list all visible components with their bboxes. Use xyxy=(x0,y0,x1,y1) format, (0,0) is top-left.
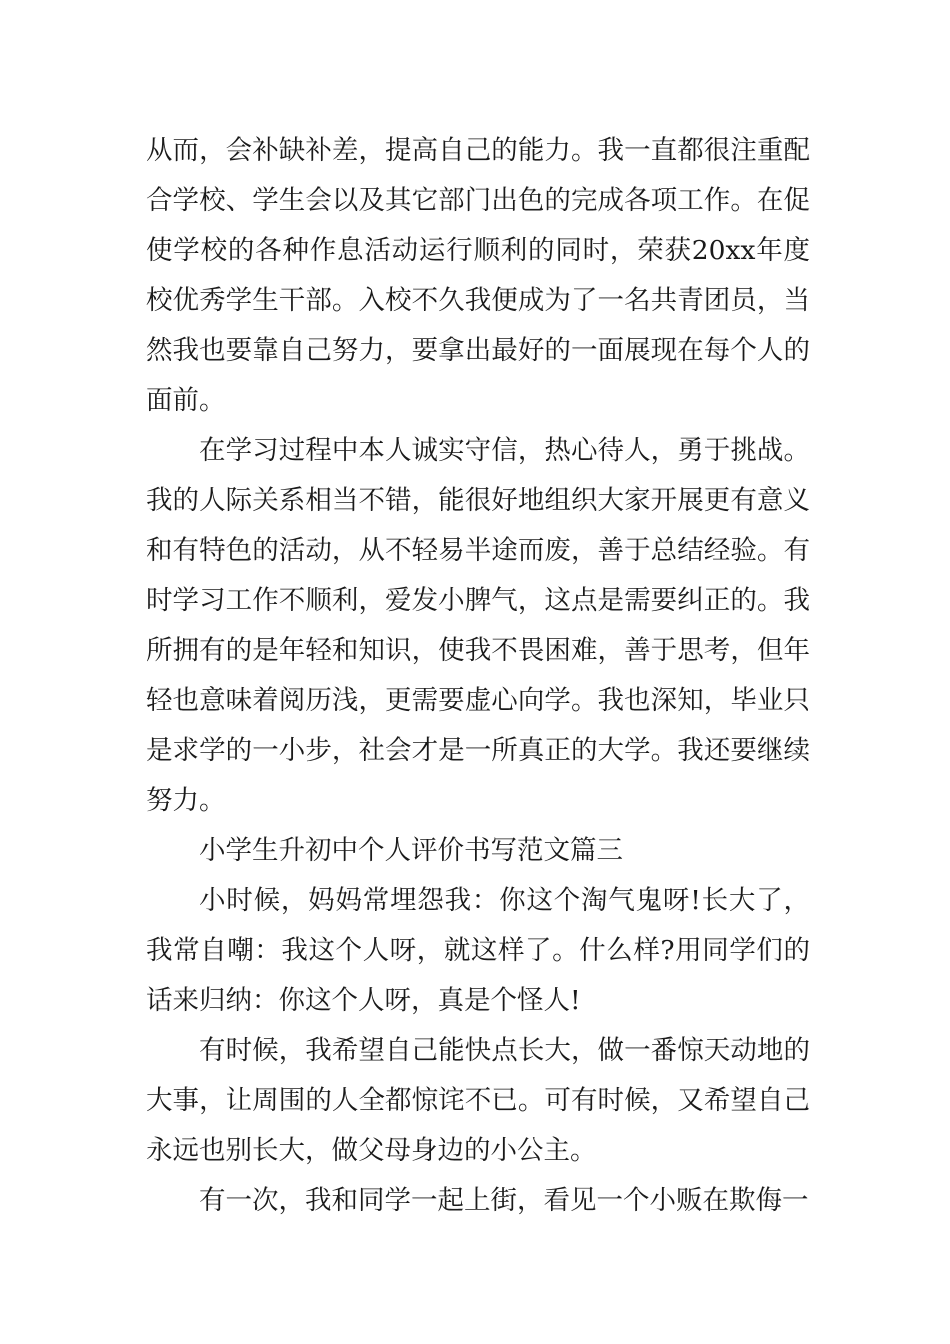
paragraph-story-start: 有一次，我和同学一起上街，看见一个小贩在欺侮一 xyxy=(199,1185,809,1216)
document-body xyxy=(146,126,810,1226)
section-heading: 小学生升初中个人评价书写范文篇三 xyxy=(199,835,623,866)
paragraph-childhood: 小时候，妈妈常埋怨我：你这个淘气鬼呀!长大了，我常自嘲：我这个人呀，就这样了。什么样?用同学们的话来归纳：你这个人呀，真是个怪人! xyxy=(146,885,810,1016)
paragraph-self-assessment: 在学习过程中本人诚实守信，热心待人，勇于挑战。我的人际关系相当不错，能很好地组织大家开展更有意义和有特色的活动，从不轻易半途而废，善于总结经验。有时学习工作不顺利，爱发小脾气，这点是需要纠正的。我所拥有的是年轻和知识，使我不畏困难，善于思考，但年轻也意味着阅历浅，更需要虚心向学。我也深知，毕业只是求学的一小步，社会才是一所真正的大学。我还要继续努力。 xyxy=(146,435,810,816)
paragraph-growing-up: 有时候，我希望自己能快点长大，做一番惊天动地的大事，让周围的人全都惊诧不已。可有时候，又希望自己永远也别长大，做父母身边的小公主。 xyxy=(146,1035,810,1166)
paragraph-continuation: 从而，会补缺补差，提高自己的能力。我一直都很注重配合学校、学生会以及其它部门出色的完成各项工作。在促使学校的各种作息活动运行顺利的同时，荣获20xx年度校优秀学生干部。入校不久我便成为了一名共青团员，当然我也要靠自己努力，要拿出最好的一面展现在每个人的面前。 xyxy=(146,135,810,416)
